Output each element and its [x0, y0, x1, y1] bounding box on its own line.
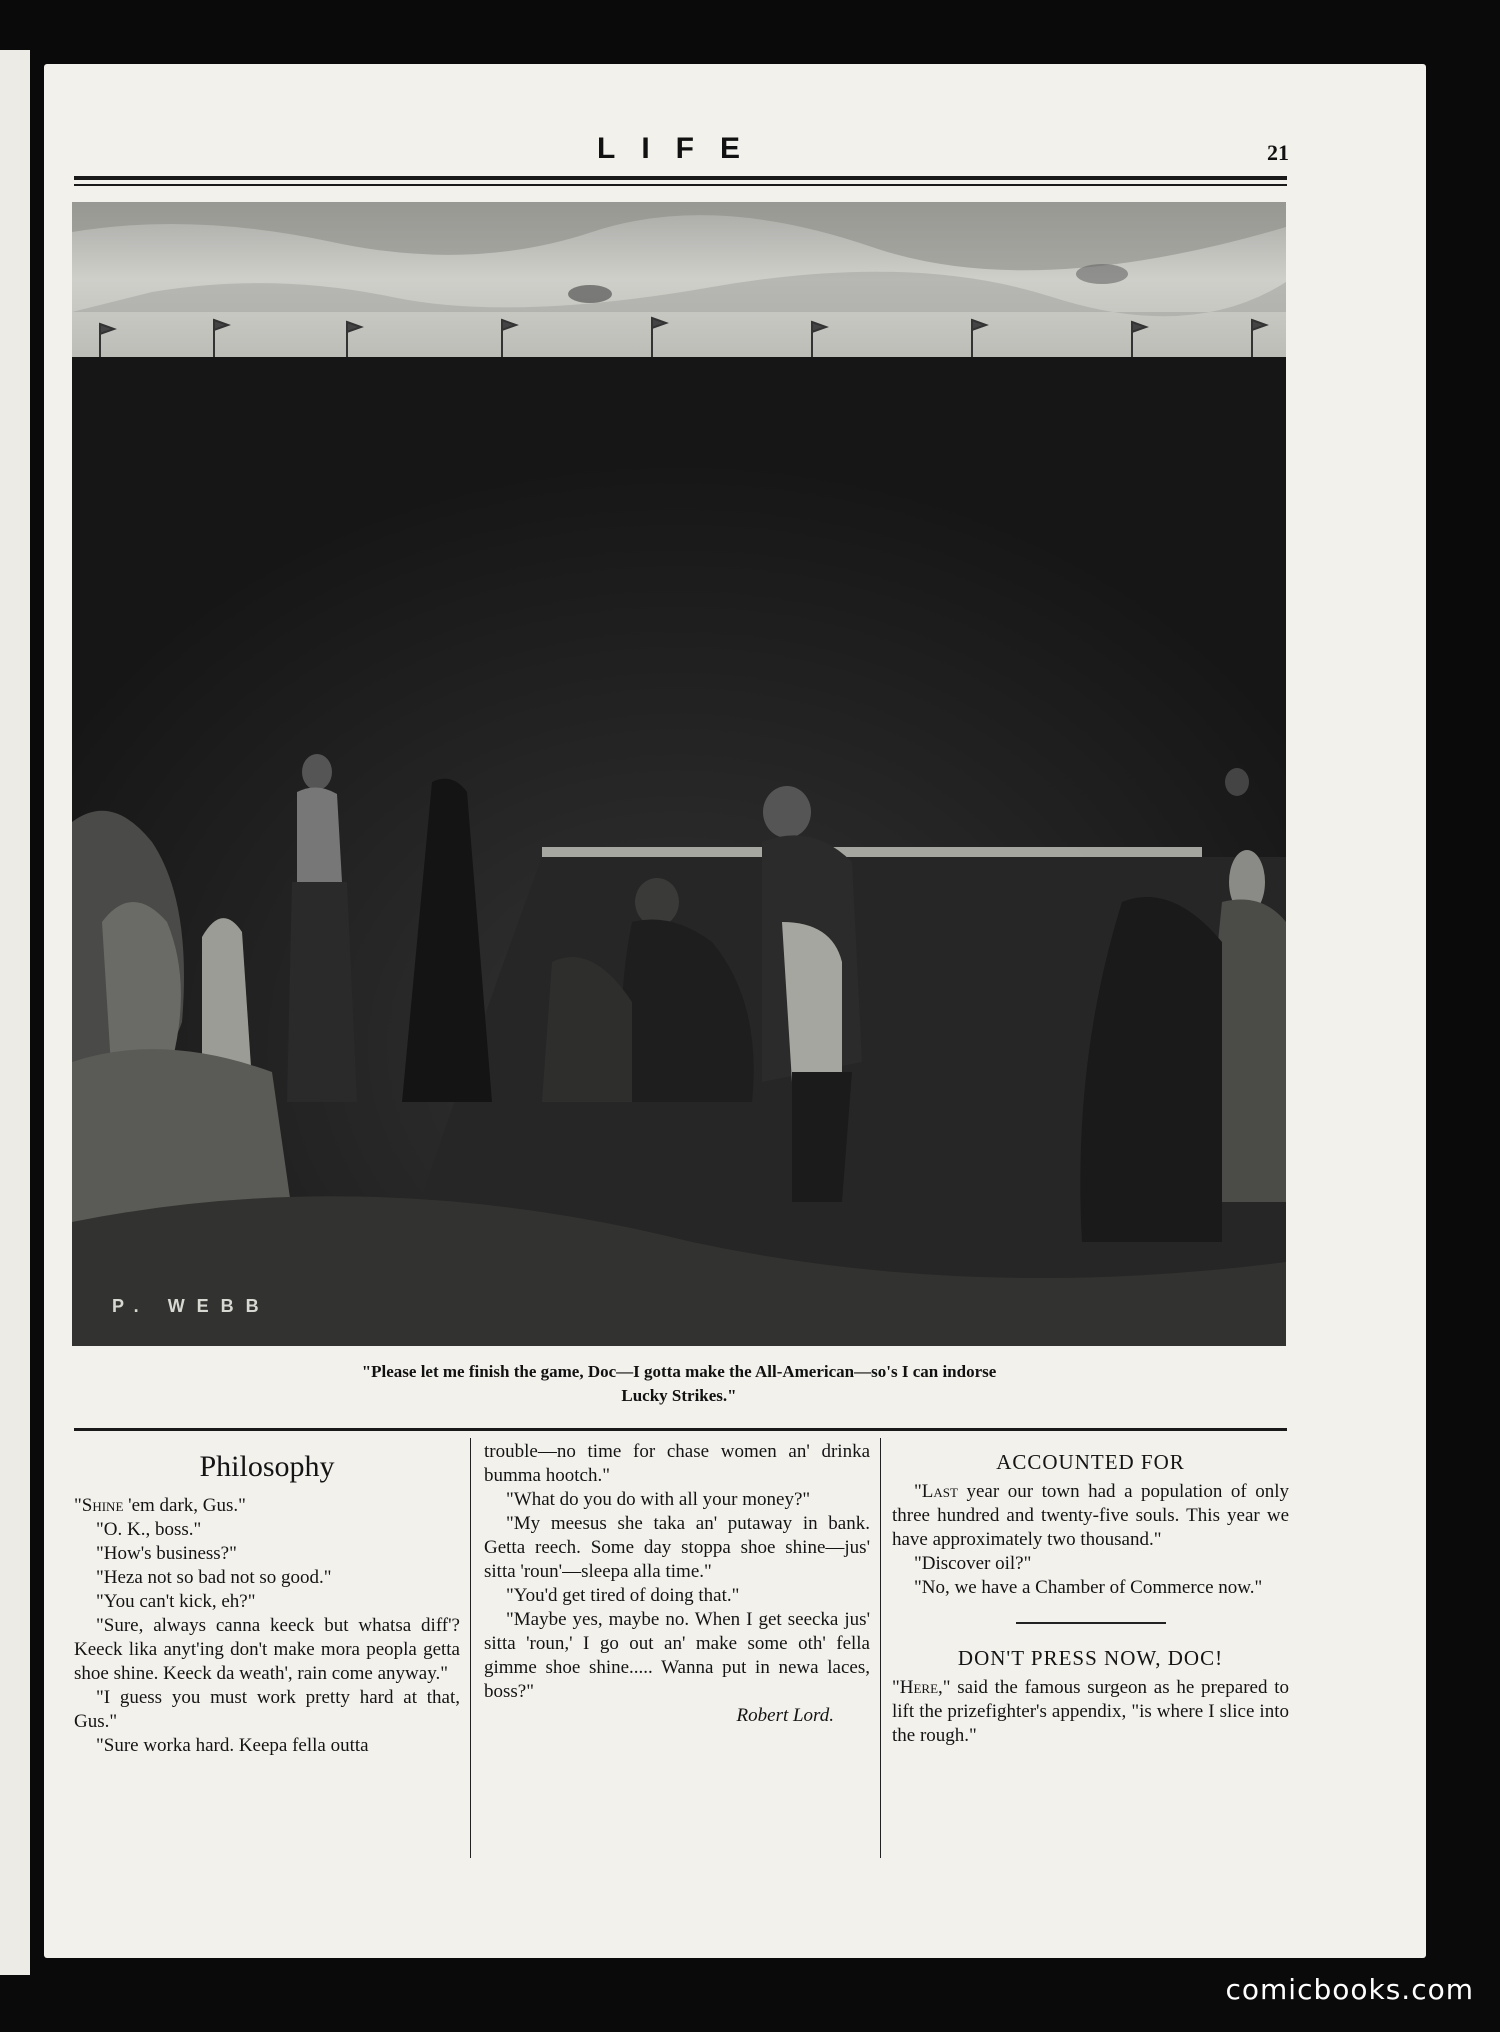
- dialogue-line: "What do you do with all your money?": [506, 1489, 811, 1510]
- first-line-rest: 'em dark, Gus.": [123, 1495, 246, 1516]
- accounted-for-first: [892, 1480, 1289, 1552]
- magazine-page: [44, 64, 1426, 1958]
- dialogue-line: "O. K., boss.": [96, 1519, 202, 1540]
- previous-page-text-fragments: [0, 50, 30, 1975]
- caption-line-2: Lucky Strikes.": [621, 1386, 737, 1405]
- page-header: [74, 132, 1289, 172]
- header-rule-thin: [74, 184, 1287, 186]
- illustration-drawing: [72, 202, 1286, 1346]
- previous-page-edge: [0, 50, 30, 1975]
- dialogue-line: "Discover oil?": [914, 1553, 1032, 1574]
- first-line-rest: ," said the famous surgeon as he prepared to lift the prizefighter's appendix, "is where I slice into the rough.": [892, 1677, 1289, 1746]
- dialogue-line: "How's business?": [96, 1543, 237, 1564]
- dropword: Shine: [81, 1495, 124, 1516]
- joke-separator: [1016, 1622, 1166, 1624]
- column-philosophy-continued: [484, 1440, 870, 1728]
- open-quote: ": [914, 1481, 922, 1502]
- dialogue-line: "My meesus she taka an' putaway in bank. Getta reech. Some day stoppa shoe shine—jus' sitta 'roun'—sleepa alla time.": [484, 1513, 870, 1582]
- illustration: [72, 202, 1286, 1346]
- magazine-title: LIFE: [597, 132, 766, 165]
- dialogue-line: "Heza not so bad not so good.": [96, 1567, 332, 1588]
- continued-line: trouble—no time for chase women an' drinka bumma hootch.": [484, 1441, 870, 1486]
- first-line-rest: year our town had a population of only three hundred and twenty-five souls. This year we have approximately two thousand.": [892, 1481, 1289, 1550]
- dialogue-line: "Maybe yes, maybe no. When I get seecka jus' sitta 'roun,' I go out an' make some oth' fella gimme shoe shine..... Wanna put in newa laces, boss?": [484, 1609, 870, 1702]
- dialogue-line: "Sure, always canna keeck but whatsa diff'? Keeck lika anyt'ing don't make mora peopla getta shoe shine. Keeck da weath', rain come anyway.": [74, 1615, 460, 1684]
- column-divider-2: [880, 1438, 881, 1858]
- dropword: Last: [921, 1481, 958, 1502]
- artist-signature: P. WEBB: [112, 1296, 271, 1316]
- column-philosophy: [74, 1450, 460, 1758]
- dropword: Here: [899, 1677, 939, 1698]
- open-quote: ": [892, 1677, 900, 1698]
- accounted-for-heading: ACCOUNTED FOR: [996, 1450, 1185, 1474]
- header-rule-thick: [74, 176, 1287, 180]
- dialogue-line: "Sure worka hard. Keepa fella outta: [96, 1735, 369, 1756]
- open-quote: ": [74, 1495, 82, 1516]
- watermark: comicbooks.com: [1225, 1973, 1474, 2006]
- dont-press-text: [892, 1676, 1289, 1748]
- caption-line-1: "Please let me finish the game, Doc—I gotta make the All-American—so's I can indorse: [361, 1362, 997, 1381]
- section-rule: [74, 1428, 1287, 1431]
- dialogue-line: "No, we have a Chamber of Commerce now.": [914, 1577, 1263, 1598]
- philosophy-first-line: [74, 1494, 460, 1518]
- column-divider-1: [470, 1438, 471, 1858]
- page-number: 21: [1267, 140, 1289, 165]
- dont-press-heading: DON'T PRESS NOW, DOC!: [957, 1646, 1224, 1670]
- illustration-caption: [124, 1360, 1234, 1408]
- dialogue-line: "You can't kick, eh?": [96, 1591, 256, 1612]
- column-short-jokes: [892, 1450, 1289, 1748]
- philosophy-heading: Philosophy: [199, 1450, 335, 1483]
- dialogue-line: "You'd get tired of doing that.": [506, 1585, 740, 1606]
- dialogue-line: "I guess you must work pretty hard at that, Gus.": [74, 1687, 460, 1732]
- author-byline: Robert Lord.: [736, 1705, 834, 1726]
